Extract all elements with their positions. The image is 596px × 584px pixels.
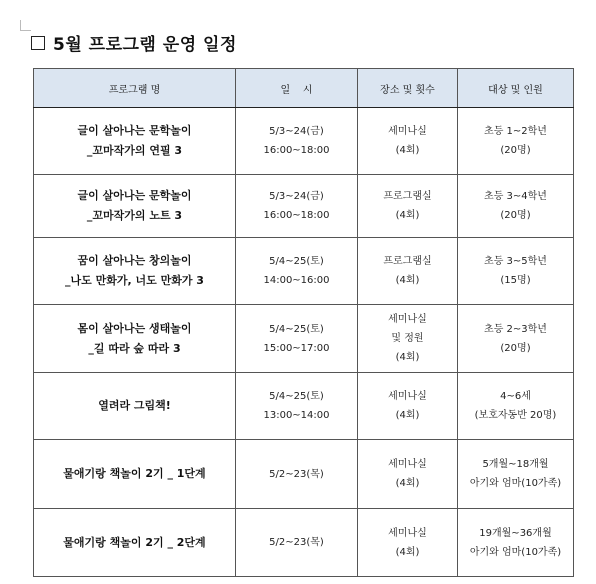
program-cell bbox=[34, 509, 236, 577]
target-cell bbox=[458, 305, 574, 373]
header-place: 장소 및 횟수 bbox=[358, 69, 458, 108]
program-line: 열려라 그림책! bbox=[98, 399, 171, 412]
datetime-cell bbox=[236, 440, 358, 509]
target-line: (보호자동반 20명) bbox=[474, 410, 557, 421]
header-program: 프로그램 명 bbox=[34, 69, 236, 108]
program-line: _나도 만화가, 너도 만화가 3 bbox=[65, 274, 204, 287]
place-line: (4회) bbox=[395, 478, 420, 489]
program-cell bbox=[34, 108, 236, 175]
program-line: 글이 살아나는 문학놀이 bbox=[77, 124, 192, 137]
place-line: 프로그램실 bbox=[383, 191, 432, 202]
table-row bbox=[34, 440, 574, 509]
datetime-line: 5/4~25(토) bbox=[269, 391, 324, 402]
datetime-cell bbox=[236, 373, 358, 440]
program-line: _꼬마작가의 연필 3 bbox=[86, 144, 183, 157]
program-line: 글이 살아나는 문학놀이 bbox=[77, 189, 192, 202]
table-header-row bbox=[34, 69, 574, 108]
target-line: 초등 1~2학년 bbox=[484, 126, 547, 137]
target-cell bbox=[458, 238, 574, 305]
table-row bbox=[34, 373, 574, 440]
target-line: (20명) bbox=[500, 210, 531, 221]
heading bbox=[31, 30, 237, 55]
datetime-line: 5/4~25(토) bbox=[269, 256, 324, 267]
place-cell bbox=[358, 440, 458, 509]
datetime-line: 5/3~24(금) bbox=[269, 126, 324, 137]
target-line: 5개월~18개월 bbox=[482, 459, 549, 470]
program-line: _길 따라 숲 따라 3 bbox=[88, 341, 181, 355]
table-row bbox=[34, 509, 574, 577]
place-line: 세미나실 bbox=[388, 527, 427, 539]
program-cell bbox=[34, 440, 236, 509]
place-cell bbox=[358, 509, 458, 577]
place-cell bbox=[358, 175, 458, 238]
table-row bbox=[34, 305, 574, 373]
target-cell bbox=[458, 440, 574, 509]
target-line: (20명) bbox=[500, 342, 531, 354]
target-line: 아기와 엄마(10가족) bbox=[469, 546, 562, 558]
datetime-line: 16:00~18:00 bbox=[263, 210, 330, 221]
place-line: (4회) bbox=[395, 546, 420, 558]
place-line: 세미나실 bbox=[388, 459, 427, 470]
place-line: (4회) bbox=[395, 210, 420, 221]
place-line: 세미나실 bbox=[388, 314, 427, 325]
target-line: 초등 3~4학년 bbox=[484, 191, 547, 202]
target-cell bbox=[458, 108, 574, 175]
target-cell bbox=[458, 175, 574, 238]
checkbox-icon bbox=[31, 36, 45, 50]
datetime-line: 5/2~23(목) bbox=[269, 468, 324, 480]
program-line: 물애기랑 책놀이 2기 _ 1단계 bbox=[63, 467, 206, 480]
target-line: (20명) bbox=[500, 145, 531, 156]
program-cell bbox=[34, 238, 236, 305]
target-line: 19개월~36개월 bbox=[479, 527, 552, 539]
datetime-cell bbox=[236, 108, 358, 175]
schedule-table bbox=[33, 68, 574, 577]
target-line: 초등 3~5학년 bbox=[484, 256, 547, 267]
header-target: 대상 및 인원 bbox=[458, 69, 574, 108]
corner-mark bbox=[20, 20, 31, 31]
datetime-line: 5/4~25(토) bbox=[269, 323, 324, 335]
table-row bbox=[34, 238, 574, 305]
program-line: 물애기랑 책놀이 2기 _ 2단계 bbox=[63, 535, 206, 549]
place-line: (4회) bbox=[395, 275, 420, 286]
place-cell bbox=[358, 305, 458, 373]
datetime-line: 15:00~17:00 bbox=[263, 342, 330, 354]
program-cell bbox=[34, 175, 236, 238]
target-line: 초등 2~3학년 bbox=[484, 323, 547, 335]
place-line: 세미나실 bbox=[388, 126, 427, 137]
program-line: 꿈이 살아나는 창의놀이 bbox=[77, 254, 192, 267]
place-cell bbox=[358, 238, 458, 305]
target-line: 아기와 엄마(10가족) bbox=[469, 478, 562, 489]
program-cell bbox=[34, 305, 236, 373]
program-cell bbox=[34, 373, 236, 440]
place-line: (4회) bbox=[395, 410, 420, 421]
place-line: 프로그램실 bbox=[383, 256, 432, 267]
datetime-line: 5/2~23(목) bbox=[269, 537, 324, 548]
target-line: 4~6세 bbox=[500, 391, 531, 402]
datetime-line: 5/3~24(금) bbox=[269, 191, 324, 202]
place-line: (4회) bbox=[395, 145, 420, 156]
datetime-cell bbox=[236, 238, 358, 305]
page-title: 5월 프로그램 운영 일정 bbox=[53, 35, 237, 55]
table-row bbox=[34, 175, 574, 238]
program-line: _꼬마작가의 노트 3 bbox=[86, 209, 183, 222]
place-cell bbox=[358, 108, 458, 175]
datetime-line: 14:00~16:00 bbox=[263, 275, 330, 286]
datetime-cell bbox=[236, 175, 358, 238]
datetime-line: 13:00~14:00 bbox=[263, 410, 330, 421]
target-cell bbox=[458, 373, 574, 440]
header-datetime: 일 시 bbox=[236, 69, 358, 108]
datetime-cell bbox=[236, 305, 358, 373]
table-row bbox=[34, 108, 574, 175]
place-line: 및 정원 bbox=[391, 333, 424, 344]
place-line: (4회) bbox=[395, 352, 420, 363]
target-cell bbox=[458, 509, 574, 577]
place-line: 세미나실 bbox=[388, 391, 427, 402]
program-line: 몸이 살아나는 생태놀이 bbox=[77, 321, 192, 335]
datetime-line: 16:00~18:00 bbox=[263, 145, 330, 156]
datetime-cell bbox=[236, 509, 358, 577]
place-cell bbox=[358, 373, 458, 440]
target-line: (15명) bbox=[500, 275, 531, 286]
